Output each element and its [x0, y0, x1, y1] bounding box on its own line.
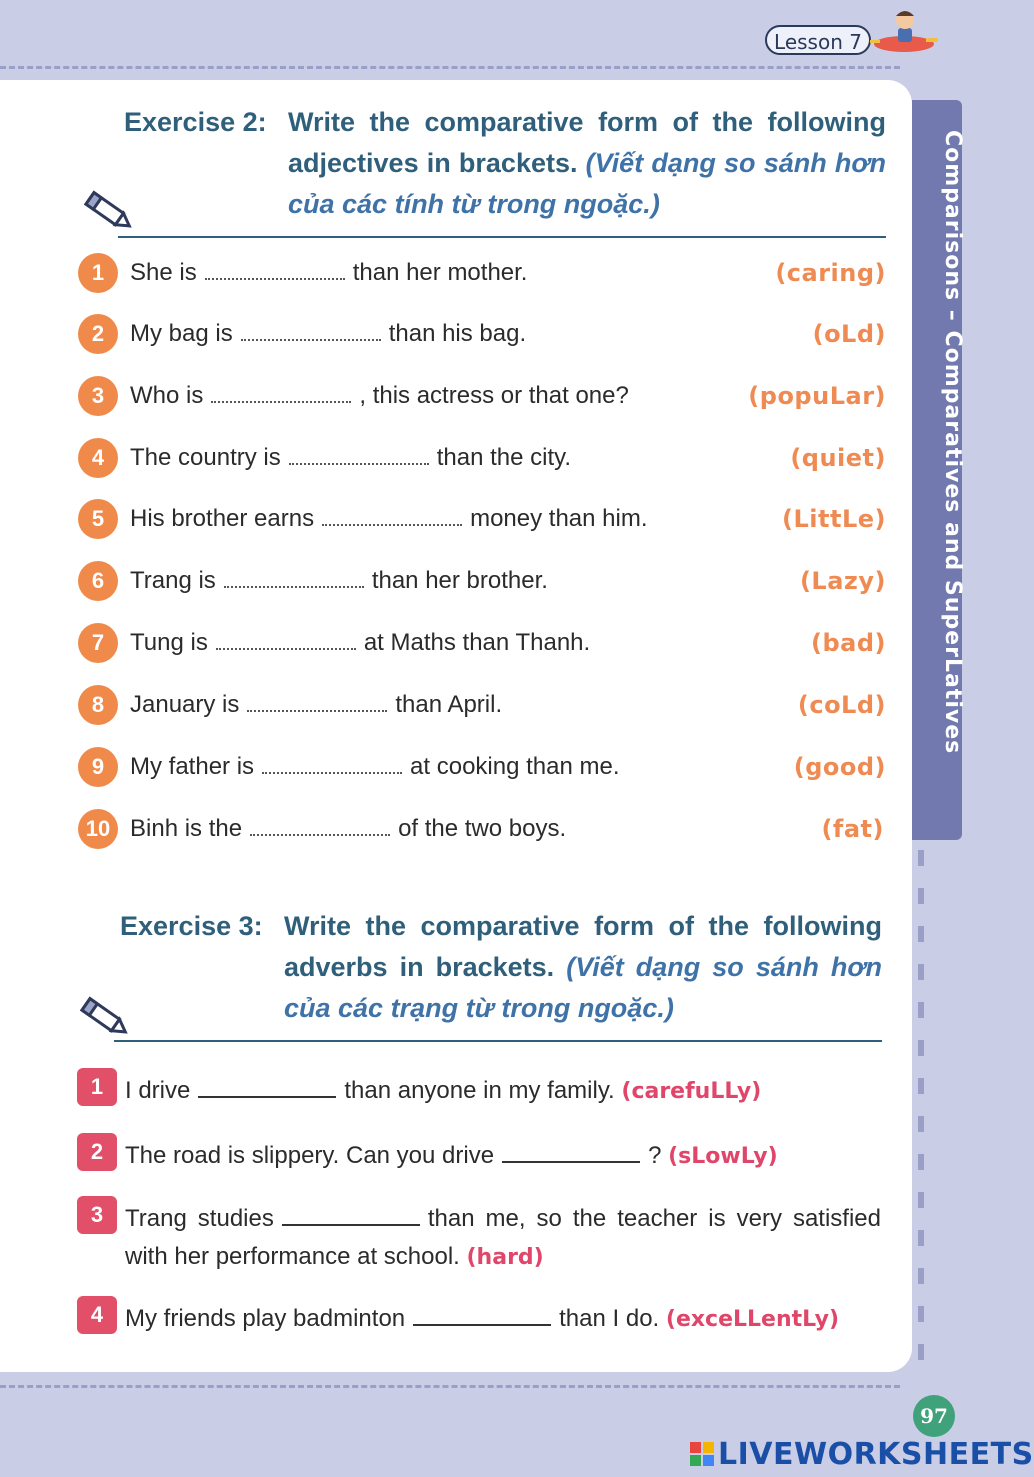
answer-blank[interactable] — [413, 1320, 551, 1326]
answer-blank[interactable] — [282, 1220, 420, 1226]
answer-blank[interactable] — [224, 582, 364, 588]
airplane-mascot-icon — [868, 4, 942, 60]
exercise-2-item — [78, 622, 886, 666]
answer-blank[interactable] — [502, 1157, 640, 1163]
exercise-2-item — [78, 746, 886, 790]
item-text-after: than April. — [395, 691, 503, 718]
answer-blank[interactable] — [250, 830, 390, 836]
item-number: 6 — [78, 561, 118, 601]
exercise-3-rule — [114, 1040, 882, 1042]
exercise-3-item — [77, 1068, 881, 1112]
exercise-2-item — [78, 808, 884, 852]
item-hint: (Lazy) — [799, 567, 886, 595]
item-number: 1 — [78, 253, 118, 293]
item-hint: (quiet) — [790, 444, 886, 472]
item-text-after: than me, so the teacher is very satisfied with her performance at school. — [125, 1205, 881, 1270]
item-text-after: at cooking than me. — [410, 753, 620, 780]
item-number: 10 — [78, 809, 118, 849]
answer-blank[interactable] — [241, 335, 381, 341]
exercise-2-item — [78, 437, 886, 481]
exercise-2-label: Exercise 2: — [124, 107, 267, 137]
answer-blank[interactable] — [216, 644, 356, 650]
exercise-2-title — [124, 102, 888, 228]
item-hint: (coLd) — [797, 691, 886, 719]
top-dashed-divider — [0, 66, 900, 69]
item-text-before: My father is — [130, 753, 255, 780]
lesson-tag: Lesson 7 — [765, 25, 871, 55]
item-hint: (bad) — [811, 629, 886, 657]
item-number: 5 — [78, 499, 118, 539]
exercise-2-item — [78, 313, 886, 357]
exercise-3-item — [77, 1196, 881, 1280]
item-text-before: His brother earns — [130, 505, 315, 532]
answer-blank[interactable] — [247, 706, 387, 712]
item-number: 7 — [78, 623, 118, 663]
item-number: 3 — [78, 376, 118, 416]
item-text-before: I drive — [125, 1077, 191, 1104]
item-number: 1 — [77, 1068, 117, 1106]
item-text-before: The road is slippery. Can you drive — [125, 1142, 495, 1169]
exercise-2-instruction: Write the comparative form of the following adjectives in brackets. — [288, 107, 886, 178]
item-text-after: than I do. — [559, 1305, 660, 1332]
item-number: 4 — [77, 1296, 117, 1334]
item-number: 3 — [77, 1196, 117, 1234]
item-hint: (LittLe) — [782, 505, 886, 533]
exercise-3-title — [120, 906, 884, 1032]
answer-blank[interactable] — [205, 274, 345, 280]
item-text-after: than her mother. — [352, 259, 528, 286]
item-text-after: , this actress or that one? — [359, 382, 629, 409]
exercise-3-instruction-vi: (Viết dạng so sánh hơn của các trạng từ trong ngoặc.) — [284, 952, 882, 1023]
item-text-after: than her brother. — [371, 567, 548, 594]
side-tab-label: Comparisons – Comparatives and SuperLatives — [940, 130, 965, 755]
item-text-after: of the two boys. — [398, 815, 567, 842]
item-hint: (exceLLentLy) — [665, 1307, 840, 1332]
answer-blank[interactable] — [262, 768, 402, 774]
answer-blank[interactable] — [198, 1092, 336, 1098]
item-text-before: Who is — [130, 382, 204, 409]
item-hint: (caring) — [775, 259, 886, 287]
item-text-before: Tung is — [130, 629, 208, 656]
item-hint: (fat) — [821, 815, 884, 843]
item-text-before: Trang studies — [125, 1205, 274, 1232]
item-hint: (carefuLLy) — [621, 1079, 762, 1104]
item-number: 2 — [78, 314, 118, 354]
answer-blank[interactable] — [322, 520, 462, 526]
pencil-icon — [80, 186, 136, 236]
watermark-text: LIVEWORKSHEETS — [718, 1436, 1034, 1472]
item-text-before: The country is — [130, 444, 281, 471]
item-text-before: Binh is the — [130, 815, 243, 842]
exercise-3-instruction: Write the comparative form of the following adverbs in brackets. — [284, 911, 882, 982]
side-tick-marks — [918, 850, 924, 1360]
item-text-before: January is — [130, 691, 240, 718]
item-text-after: than his bag. — [388, 320, 527, 347]
item-text-before: My friends play badminton — [125, 1305, 406, 1332]
exercise-2-instruction-vi: (Viết dạng so sánh hơn của các tính từ trong ngoặc.) — [288, 148, 886, 219]
item-text-after: than anyone in my family. — [344, 1077, 615, 1104]
item-text-before: Trang is — [130, 567, 216, 594]
exercise-2-item — [78, 684, 886, 728]
item-hint: (sLowLy) — [668, 1144, 778, 1169]
exercise-2-item — [78, 375, 886, 419]
exercise-2-item — [78, 498, 886, 542]
item-number: 4 — [78, 438, 118, 478]
item-number: 9 — [78, 747, 118, 787]
page-number: 97 — [913, 1395, 955, 1437]
exercise-2-rule — [118, 236, 886, 238]
exercise-3-label: Exercise 3: — [120, 911, 263, 941]
answer-blank[interactable] — [289, 459, 429, 465]
item-number: 2 — [77, 1133, 117, 1171]
item-text-after: at Maths than Thanh. — [363, 629, 591, 656]
item-hint: (hard) — [466, 1245, 544, 1270]
item-hint: (popuLar) — [748, 382, 886, 410]
answer-blank[interactable] — [211, 397, 351, 403]
watermark — [690, 1436, 1034, 1472]
item-text-before: My bag is — [130, 320, 233, 347]
item-hint: (good) — [793, 753, 886, 781]
item-text-after: than the city. — [436, 444, 572, 471]
item-text-before: She is — [130, 259, 197, 286]
item-text-after: ? — [648, 1142, 662, 1169]
exercise-3-item — [77, 1296, 881, 1340]
item-text-after: money than him. — [470, 505, 648, 532]
exercise-3-item — [77, 1133, 881, 1177]
pencil-icon — [76, 992, 132, 1042]
exercise-2-item — [78, 560, 886, 604]
bottom-dashed-divider — [0, 1385, 900, 1388]
item-number: 8 — [78, 685, 118, 725]
liveworksheets-logo-icon — [690, 1442, 714, 1466]
item-hint: (oLd) — [812, 320, 886, 348]
exercise-2-item — [78, 252, 886, 296]
